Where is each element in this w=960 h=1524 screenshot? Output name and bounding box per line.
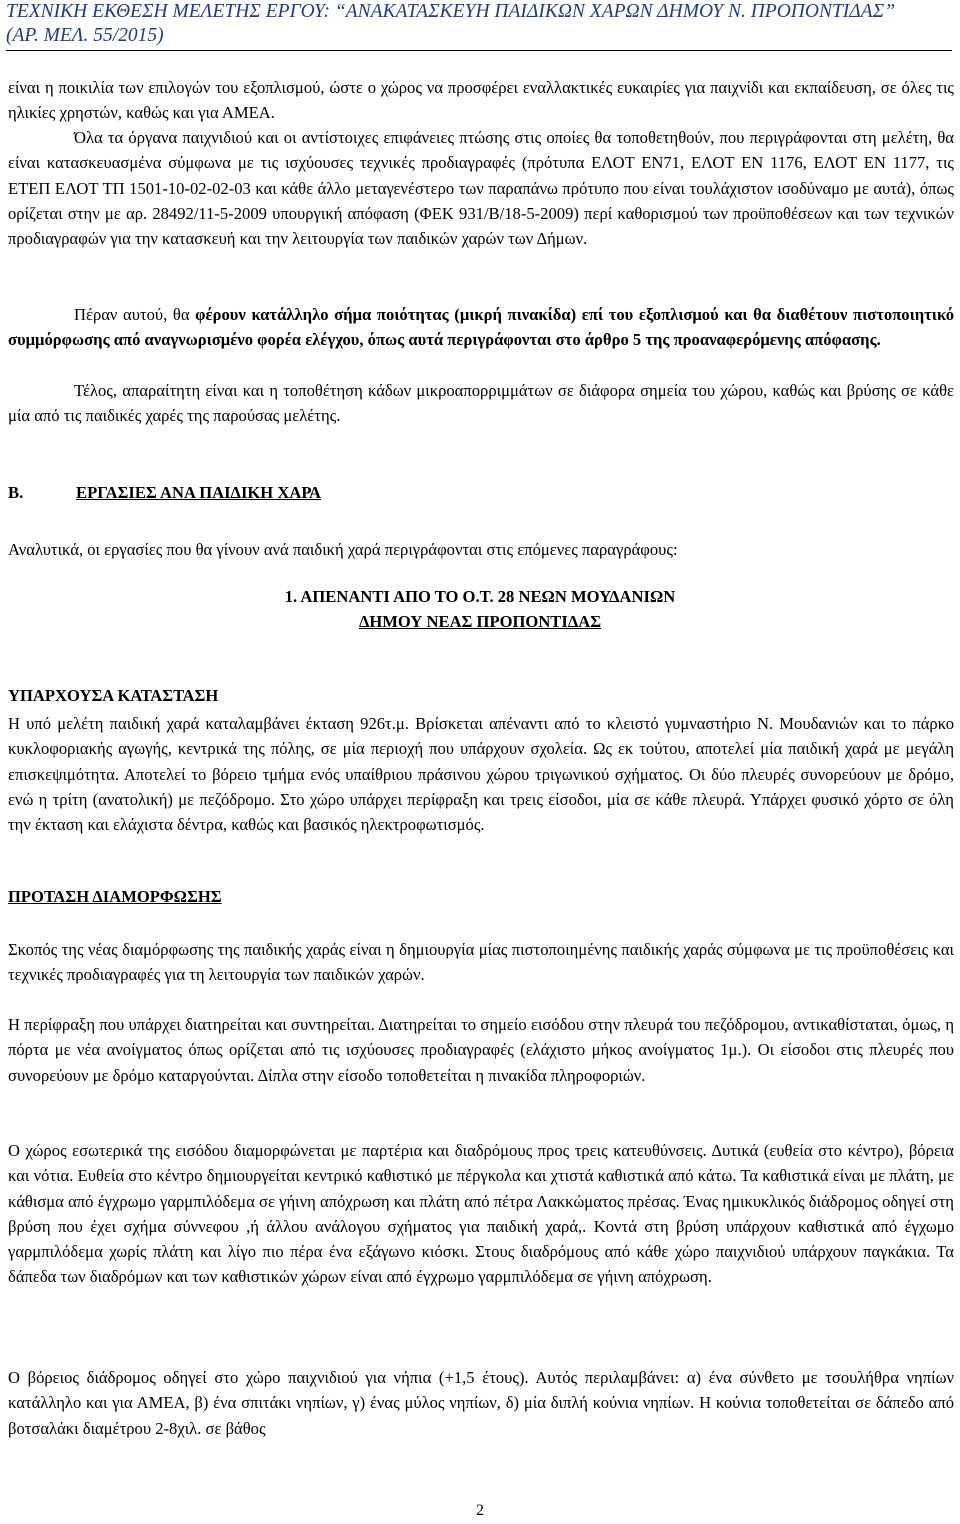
header-study-number: (ΑΡ. ΜΕΛ. 55/2015)	[6, 25, 164, 46]
proposal-paragraph-purpose: Σκοπός της νέας διαμόρφωσης της παιδικής χαράς είναι η δημιουργία μίας πιστοποιημένης παιδικής χαράς σύμφωνα με τις προϋποθέσεις και τεχνικές προδιαγραφές για τη λειτουργία των παιδικών χαρών.	[8, 940, 954, 985]
page-number: 2	[476, 1502, 484, 1519]
quality-mark-bold: φέρουν κατάλληλο σήμα ποιότητας (μικρή πινακίδα) επί του εξοπλισμού και θα διαθέτουν πιστοποιητικό συμμόρφωσης από αναγνωρισμένο φορέα ελέγχου, όπως αυτά περιγράφονται στο άρθρο 5 της προαναφερόμενης απόφασης.	[8, 305, 954, 350]
site-title-line2: ΔΗΜΟΥ ΝΕΑΣ ΠΡΟΠΟΝΤΙΔΑΣ	[358, 612, 602, 631]
existing-heading: ΥΠΑΡΧΟΥΣΑ ΚΑΤΑΣΤΑΣΗ	[8, 686, 219, 705]
existing-paragraph: Η υπό μελέτη παιδική χαρά καταλαμβάνει έκταση 926τ.μ. Βρίσκεται απέναντι από το κλειστό γυμναστήριο Ν. Μουδανιών και το πάρκο κυκλοφοριακής αγωγής, κεντρικά της πόλης, σε μία περιοχή που υπάρχουν σχολεία. Ως εκ τούτου, αποτελεί μία παιδική χαρά με μεγάλη επισκεψιμότητα. Αποτελεί το βόρειο τμήμα ενός υπαίθριου πράσινου χώρου τριγωνικού σχήματος. Οι δύο πλευρές συνορεύουν με δρόμο, ενώ η τρίτη (ανατολική) με πεζόδρομο. Στο χώρο υπάρχει περίφραξη και τρεις είσοδοι, μία σε κάθε πλευρά. Υπάρχει φυσικό χόρτο σε όλη την έκταση και ελάχιστα δέντρα, καθώς και βασικός ηλεκτροφωτισμός.	[8, 714, 954, 835]
paragraph-bins: Τέλος, απαραίτητη είναι και η τοποθέτηση κάδων μικροαπορριμμάτων σε διάφορα σημεία του χώρου, καθώς και βρύσης σε κάθε μία από τις παιδικές χαρές της παρούσας μελέτης.	[8, 381, 954, 426]
header-title: ΤΕΧΝΙΚΗ ΕΚΘΕΣΗ ΜΕΛΕΤΗΣ ΕΡΓΟΥ: “ΑΝΑΚΑΤΑΣΚΕΥΗ ΠΑΙΔΙΚΩΝ ΧΑΡΩΝ ΔΗΜΟΥ Ν. ΠΡΟΠΟΝΤΙΔΑΣ”	[6, 1, 896, 22]
section-b-lead: Αναλυτικά, οι εργασίες που θα γίνουν ανά παιδική χαρά περιγράφονται στις επόμενες παραγράφους:	[8, 540, 678, 559]
proposal-paragraph-fence: Η περίφραξη που υπάρχει διατηρείται και συντηρείται. Διατηρείται το σημείο εισόδου στην πλευρά του πεζόδρομου, αντικαθίσταται, όμως, η πόρτα με νέα ανοίγματος όπως ορίζεται από τις ισχύουσες προδιαγραφές (ελάχιστο μήκος ανοίγματος 1μ.). Οι είσοδοι στις πλευρές που συνορεύουν με δρόμο καταργούνται. Δίπλα στην είσοδο τοποθετείται η πινακίδα πληροφοριών.	[8, 1015, 954, 1085]
site-title-line1: 1. ΑΠΕΝΑΝΤΙ ΑΠΟ ΤΟ Ο.Τ. 28 ΝΕΩΝ ΜΟΥΔΑΝΙΩΝ	[284, 587, 676, 606]
section-b-heading	[8, 483, 321, 503]
paragraph-quality-mark	[8, 302, 954, 353]
quality-mark-lead: Πέραν αυτού, θα	[74, 305, 196, 324]
paragraph-standards: Όλα τα όργανα παιχνιδιού και οι αντίστοιχες επιφάνειες πτώσης στις οποίες θα τοποθετηθούν, που περιγράφονται στη μελέτη, θα είναι κατασκευασμένα σύμφωνα με τις ισχύουσες τεχνικές προδιαγραφές (πρότυπα ΕΛΟΤ ΕΝ71, ΕΛΟΤ ΕΝ 1176, ΕΛΟΤ ΕΝ 1177, τις ΕΤΕΠ ΕΛΟΤ ΤΠ 1501-10-02-02-03 και κάθε άλλο μεταγενέστερο των παραπάνω πρότυπο που είναι τουλάχιστον ισοδύναμο με αυτά), όπως ορίζεται στην με αρ. 28492/11-5-2009 υπουργική απόφαση (ΦΕΚ 931/Β/18-5-2009) περί καθορισμού των προϋποθέσεων και των τεχνικών προδιαγραφών για την κατασκευή και την λειτουργία των παιδικών χαρών των Δήμων.	[8, 128, 954, 249]
proposal-heading: ΠΡΟΤΑΣΗ ΔΙΑΜΟΡΦΩΣΗΣ	[8, 887, 222, 906]
paragraph-equipment-variety: είναι η ποικιλία των επιλογών του εξοπλισμού, ώστε ο χώρος να προσφέρει εναλλακτικές ευκαιρίες για παιχνίδι και εκπαίδευση, σε όλες τις ηλικίες χρηστών, καθώς και για ΑΜΕΑ.	[8, 78, 954, 123]
running-header	[6, 0, 956, 48]
section-b-number: Β.	[8, 483, 24, 502]
header-divider	[6, 50, 952, 51]
proposal-paragraph-paths: Ο χώρος εσωτερικά της εισόδου διαμορφώνεται με παρτέρια και διαδρόμους προς τρεις κατευθύνσεις. Δυτικά (ευθεία στο κέντρο), βόρεια και νότια. Ευθεία στο κέντρο δημιουργείται κεντρικό καθιστικό με πέργκολα και χτιστά καθιστικά από κάτω. Τα καθιστικά είναι με πλάτη, με κάθισμα από έγχρωμο γαρμπιλόδεμα σε γήινη απόχρωση και πλάτη από πέτρα Λακκώματος πρέσας. Ένας ημικυκλικός διάδρομος οδηγεί στη βρύση που έχει σχήμα σύννεφου ,ή άλλου ανάλογου σχήματος για παιδική χαρά,. Κοντά στη βρύση υπάρχουν καθιστικά από έγχωμο γαρμπιλόδεμα χωρίς πλάτη και λίγο πιο πέρα ένα εξάγωνο κιόσκι. Στους διαδρόμους από κάθε χώρο παιχνιδιού υπάρχουν παγκάκια. Τα δάπεδα των διαδρόμων και των καθιστικών χώρων είναι από έγχρωμο γαρμπιλόδεμα σε γήινη απόχρωση.	[8, 1141, 954, 1287]
proposal-paragraph-toddlers: Ο βόρειος διάδρομος οδηγεί στο χώρο παιχνιδιού για νήπια (+1,5 έτους). Αυτός περιλαμβάνει: α) ένα σύνθετο με τσουλήθρα νηπίων κατάλληλο και για ΑΜΕΑ, β) ένα σπιτάκι νηπίων, γ) ένας μύλος νηπίων, δ) μία διπλή κούνια νηπίων. Η κούνια τοποθετείται σε δάπεδο από βοτσαλάκι διαμέτρου 2-8χιλ. σε βάθος	[8, 1368, 954, 1438]
section-b-title: ΕΡΓΑΣΙΕΣ ΑΝΑ ΠΑΙΔΙΚΗ ΧΑΡΑ	[76, 483, 322, 502]
